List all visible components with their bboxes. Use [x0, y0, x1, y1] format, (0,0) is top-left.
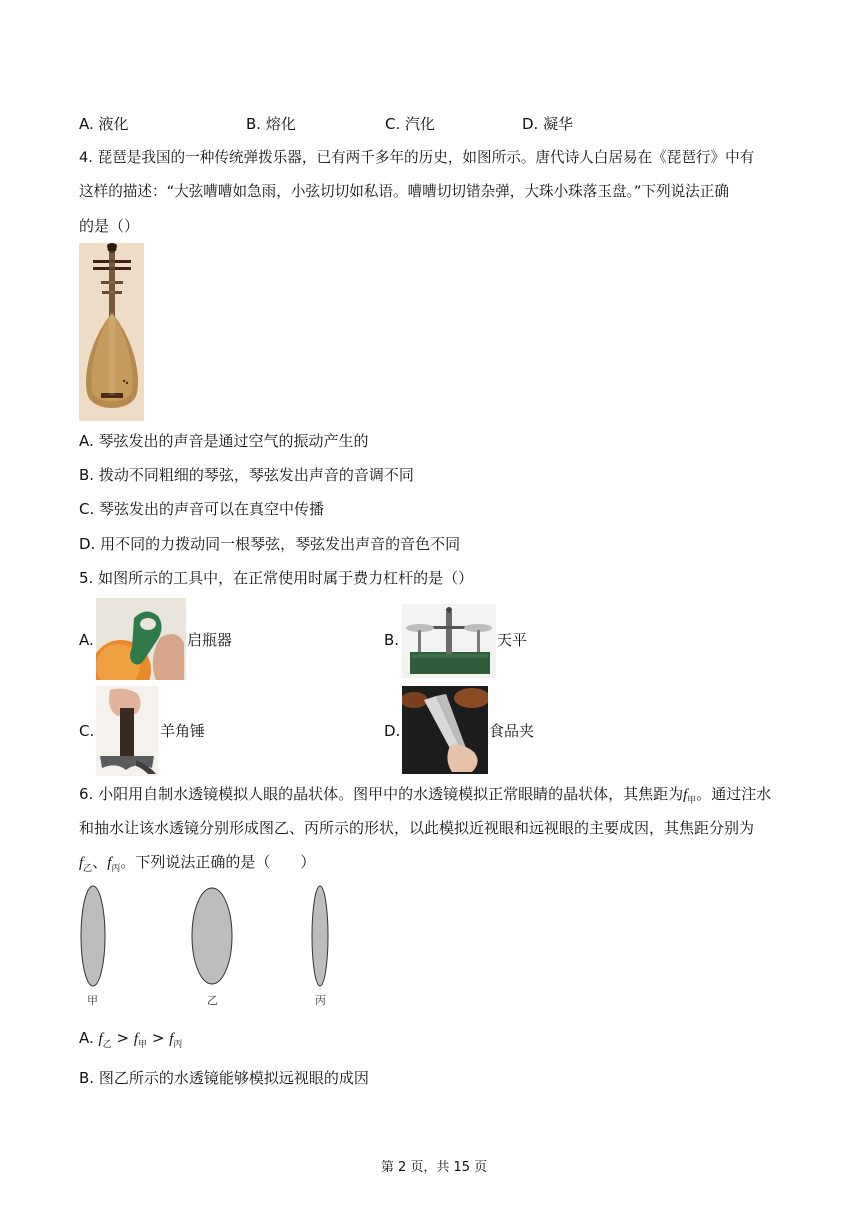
lens-label-jia: 甲: [87, 994, 98, 1007]
q5-option-d-letter: D.: [384, 722, 401, 740]
focal-length-symbol: f: [79, 855, 84, 871]
q3-option-c: C. 汽化: [385, 115, 436, 133]
q6-stem-line-3: [79, 852, 315, 879]
q5-option-a-letter: A.: [79, 631, 94, 649]
claw-hammer-image: [96, 686, 158, 776]
q4-stem-line-1: 4. 琵琶是我国的一种传统弹拨乐器，已有两千多年的历史，如图所示。唐代诗人白居易在《琵琶行》中有: [79, 149, 755, 166]
q6-option-b: B. 图乙所示的水透镜能够模拟远视眼的成因: [79, 1069, 369, 1087]
q6-option-a: [79, 1028, 182, 1055]
q5-option-c-letter: C.: [79, 722, 95, 740]
lens-label-yi: 乙: [207, 994, 218, 1007]
separator: 、: [92, 853, 108, 871]
q5-option-d-label: 食品夹: [489, 722, 535, 740]
q3-option-d: D. 凝华: [522, 115, 574, 133]
q4-option-c: C. 琴弦发出的声音可以在真空中传播: [79, 500, 325, 518]
page-footer: 第 2 页，共 15 页: [380, 1160, 488, 1175]
q4-option-b: B. 拨动不同粗细的琴弦，琴弦发出声音的音调不同: [79, 466, 414, 484]
q5-option-c-label: 羊角锤: [160, 722, 206, 740]
focal-length-subscript: 丙: [111, 864, 121, 874]
focal-length-subscript: 甲: [687, 796, 697, 806]
q6-line1-text-b: 。通过注水: [696, 785, 772, 803]
q4-option-d: D. 用不同的力拨动同一根琴弦，琴弦发出声音的音色不同: [79, 535, 461, 553]
q5-option-b-letter: B.: [384, 631, 400, 649]
q6-stem-line-2: 和抽水让该水透镜分别形成图乙、丙所示的形状，以此模拟近视眼和远视眼的主要成因，其焦距分别为: [79, 819, 755, 837]
focal-length-symbol: f: [98, 1031, 103, 1047]
greater-than-sign: >: [151, 1029, 165, 1047]
focal-length-symbol: f: [107, 855, 112, 871]
q5-option-a-label: 启瓶器: [187, 631, 233, 649]
lens-label-bing: 丙: [315, 994, 326, 1007]
q3-option-b: B. 熔化: [246, 115, 296, 133]
lens-yi: [192, 888, 232, 984]
q4-option-a: A. 琴弦发出的声音是通过空气的振动产生的: [79, 432, 369, 450]
q6-option-a-prefix: A.: [79, 1029, 94, 1047]
q5-stem: 5. 如图所示的工具中，在正常使用时属于费力杠杆的是（）: [79, 569, 474, 587]
q4-stem-line-3: 的是（）: [79, 217, 140, 235]
bottle-opener-image: [96, 598, 186, 680]
focal-length-subscript: 乙: [102, 1040, 112, 1050]
q3-option-a: A. 液化: [79, 115, 129, 133]
pipa-image: [79, 243, 144, 421]
focal-length-subscript: 乙: [83, 864, 93, 874]
q4-stem-line-2: 这样的描述：“大弦嘈嘈如急雨，小弦切切如私语。嘈嘈切切错杂弹，大珠小珠落玉盘。”下列说法正确: [79, 183, 729, 200]
q6-line3-tail: 。下列说法正确的是（ ）: [120, 853, 316, 871]
focal-length-symbol: f: [683, 787, 688, 803]
greater-than-sign: >: [116, 1029, 130, 1047]
balance-scale-image: [402, 604, 496, 678]
lens-jia: [81, 886, 105, 986]
q6-line1-text-a: 6. 小阳用自制水透镜模拟人眼的晶状体。图甲中的水透镜模拟正常眼睛的晶状体，其焦距为: [79, 785, 684, 803]
q5-option-b-label: 天平: [497, 631, 528, 649]
focal-length-subscript: 甲: [138, 1040, 148, 1050]
lens-diagram: [76, 884, 346, 990]
lens-bing: [312, 886, 328, 986]
q6-stem-line-1: [79, 784, 771, 811]
focal-length-symbol: f: [133, 1031, 139, 1047]
focal-length-subscript: 丙: [173, 1040, 183, 1050]
focal-length-symbol: f: [169, 1031, 174, 1047]
food-tongs-image: [402, 686, 488, 774]
